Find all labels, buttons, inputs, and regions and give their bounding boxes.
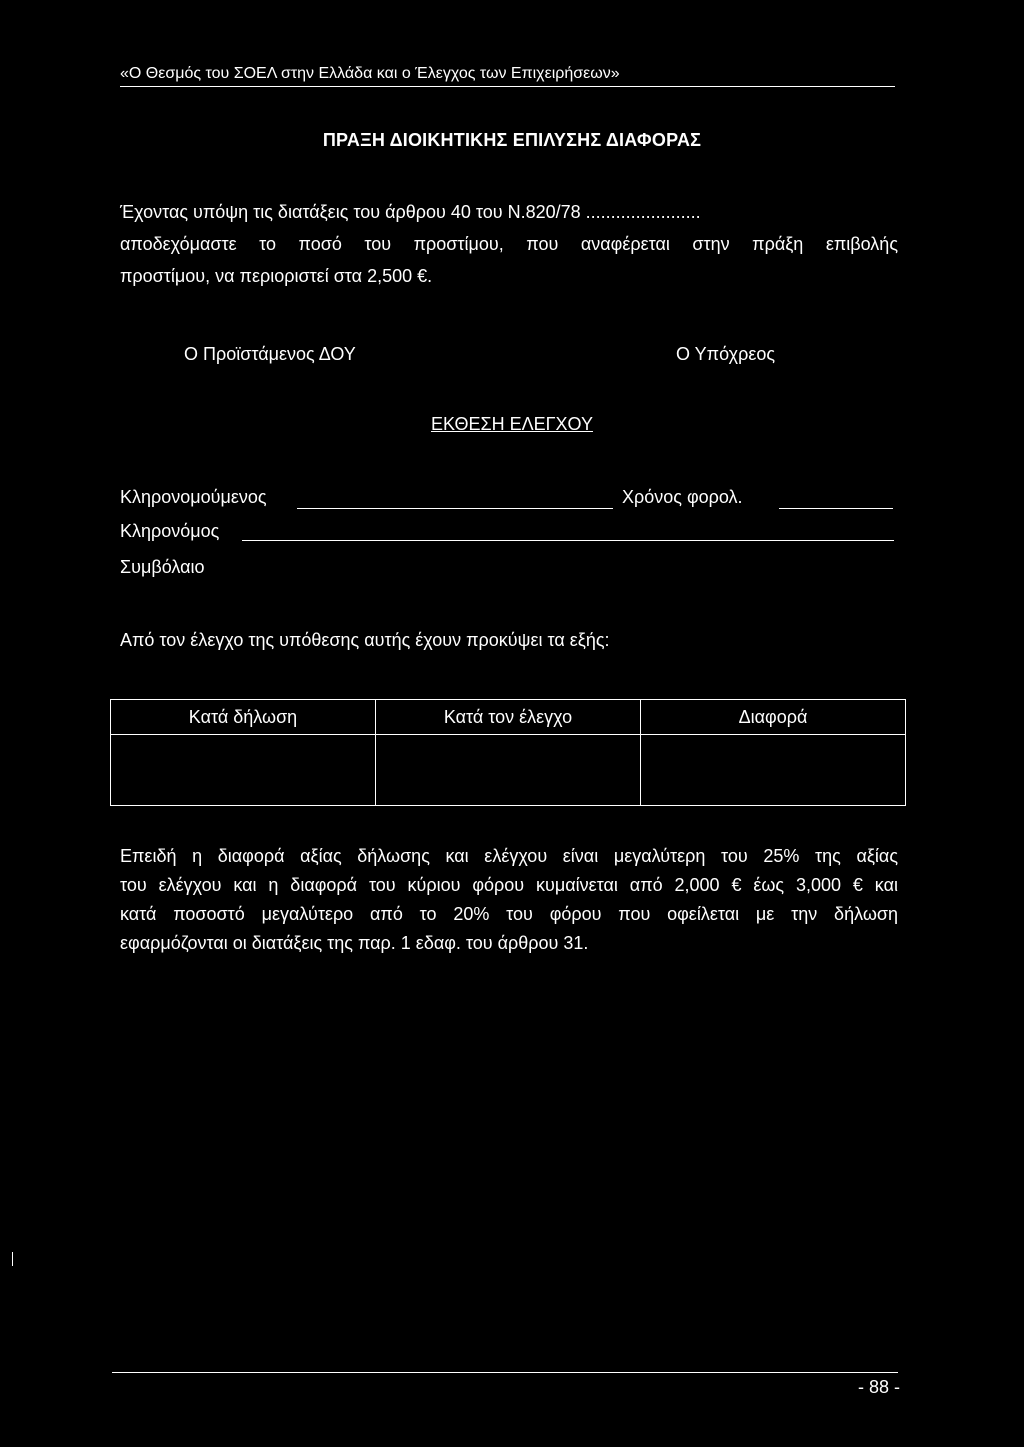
table-header-row — [111, 700, 906, 735]
intro-line-1: Έχοντας υπόψη τις διατάξεις του άρθρου 40 του Ν.820/78 ....................... — [120, 202, 701, 222]
scan-artifact — [12, 1252, 13, 1266]
comparison-table — [110, 699, 906, 806]
conclusion-line-3: κατά ποσοστό μεγαλύτερο από το 20% του φόρου που οφείλεται με την δήλωση — [120, 904, 898, 924]
signature-head-of-tax-office: Ο Προϊστάμενος ΔΟΥ — [184, 344, 356, 364]
findings-intro: Από τον έλεγχο της υπόθεσης αυτής έχουν προκύψει τα εξής: — [120, 630, 610, 650]
footer-rule — [112, 1372, 898, 1373]
field-label-deceased: Κληρονομούμενος — [120, 487, 267, 507]
field-label-heir: Κληρονόμος — [120, 521, 220, 541]
signature-taxpayer: Ο Υπόχρεος — [676, 344, 776, 364]
conclusion-line-2: του ελέγχου και η διαφορά του κύριου φόρου κυμαίνεται από 2,000 € έως 3,000 € και — [120, 875, 898, 895]
field-label-contract: Συμβόλαιο — [120, 557, 205, 577]
conclusion-line-1: Επειδή η διαφορά αξίας δήλωσης και ελέγχου είναι μεγαλύτερη του 25% της αξίας — [120, 846, 898, 866]
intro-paragraph — [120, 196, 898, 292]
header-cell-difference: Διαφορά — [641, 700, 906, 735]
conclusion-paragraph — [120, 842, 898, 958]
field-label-tax-year: Χρόνος φορολ. — [622, 487, 743, 507]
cell-audited-value — [376, 735, 641, 806]
page-number: - 88 - — [857, 1377, 900, 1397]
header-cell-declared: Κατά δήλωση — [111, 700, 376, 735]
report-title: ΕΚΘΕΣΗ ΕΛΕΓΧΟΥ — [431, 414, 593, 434]
cell-difference-value — [641, 735, 906, 806]
document-title: ΠΡΑΞΗ ΔΙΟΙΚΗΤΙΚΗΣ ΕΠΙΛΥΣΗΣ ΔΙΑΦΟΡΑΣ — [322, 130, 702, 150]
field-line-deceased — [297, 508, 613, 509]
table-row — [111, 735, 906, 806]
field-line-tax-year — [779, 508, 893, 509]
conclusion-line-4: εφαρμόζονται οι διατάξεις της παρ. 1 εδαφ. του άρθρου 31. — [120, 933, 589, 953]
running-header: «Ο Θεσμός του ΣΟΕΛ στην Ελλάδα και ο Έλεγχος των Επιχειρήσεων» — [120, 64, 895, 87]
intro-line-2: αποδεχόμαστε το ποσό του προστίμου, που αναφέρεται στην πράξη επιβολής — [120, 234, 898, 254]
field-line-heir — [242, 540, 894, 541]
header-cell-audited: Κατά τον έλεγχο — [376, 700, 641, 735]
cell-declared-value — [111, 735, 376, 806]
intro-line-3: προστίμου, να περιοριστεί στα 2,500 €. — [120, 266, 433, 286]
